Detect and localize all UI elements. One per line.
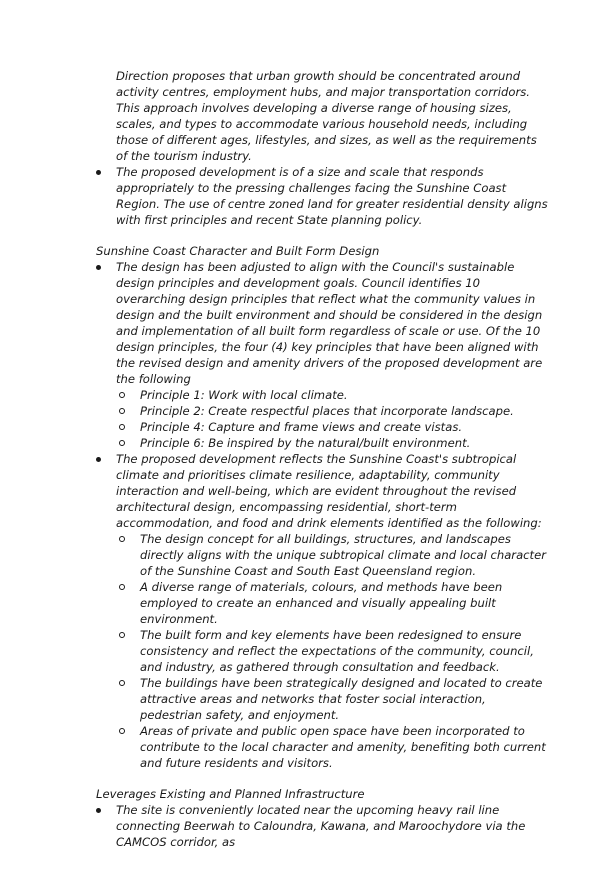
infrastructure-bullet-list (96, 802, 551, 850)
sub-list-item (116, 419, 551, 435)
sub-list-item-text: The buildings have been strategically designed and located to create attractive areas and networks that foster social interaction, pedestrian safety, and enjoyment. (140, 676, 543, 722)
section-heading-infrastructure: Leverages Existing and Planned Infrastructure (96, 787, 365, 801)
hollow-bullet-icon (119, 632, 125, 638)
sub-list-item (116, 435, 551, 451)
design-elements-sub-list (116, 531, 551, 771)
hollow-bullet-icon (119, 680, 125, 686)
bullet-icon (96, 808, 101, 813)
bullet-icon (96, 170, 101, 175)
sub-list-item-text: Areas of private and public open space have been incorporated to contribute to the local character and amenity, benefiting both current and future residents and visitors. (140, 724, 546, 770)
list-item (96, 451, 551, 771)
hollow-bullet-icon (119, 392, 125, 398)
sub-list-item-text: Principle 4: Capture and frame views and create vistas. (140, 420, 463, 434)
hollow-bullet-icon (119, 728, 125, 734)
character-bullet-list (96, 259, 551, 771)
principles-sub-list (116, 387, 551, 451)
bullet-icon (96, 457, 101, 462)
list-item-text: The proposed development is of a size and scale that responds appropriately to the pressing challenges facing the Sunshine Coast Region. The use of centre zoned land for greater residential density aligns with first principles and recent State planning policy. (116, 165, 548, 227)
list-item (96, 802, 551, 850)
sub-list-item (116, 675, 551, 723)
sub-list-item-text: A diverse range of materials, colours, and methods have been employed to create an enhanced and visually appealing built environment. (140, 580, 503, 626)
hollow-bullet-icon (119, 536, 125, 542)
hollow-bullet-icon (119, 440, 125, 446)
sub-list-item-text: Principle 6: Be inspired by the natural/built environment. (140, 436, 471, 450)
sub-list-item (116, 403, 551, 419)
bullet-icon (96, 265, 101, 270)
list-item (96, 164, 551, 228)
hollow-bullet-icon (119, 424, 125, 430)
sub-list-item (116, 387, 551, 403)
sub-list-item-text: The built form and key elements have been redesigned to ensure consistency and reflect the expectations of the community, council, and industry, as gathered through consultation and feedback. (140, 628, 534, 674)
sub-list-item (116, 723, 551, 771)
sub-list-item-text: The design concept for all buildings, structures, and landscapes directly aligns with the unique subtropical climate and local character of the Sunshine Coast and South East Queensland region. (140, 532, 546, 578)
section-heading-character-built-form: Sunshine Coast Character and Built Form Design (96, 244, 380, 258)
sub-list-item-text: Principle 2: Create respectful places that incorporate landscape. (140, 404, 514, 418)
list-item (96, 259, 551, 451)
sub-list-item (116, 627, 551, 675)
list-item-text: The site is conveniently located near the upcoming heavy rail line connecting Beerwah to Caloundra, Kawana, and Maroochydore via the CAMCOS corridor, as (116, 803, 526, 849)
sub-list-item (116, 531, 551, 579)
sub-list-item-text: Principle 1: Work with local climate. (140, 388, 348, 402)
list-item-text: The proposed development reflects the Sunshine Coast's subtropical climate and prioritises climate resilience, adaptability, community interaction and well-being, which are evident throughout the revised architectural design, encompassing residential, short-term accommodation, and food and drink elements identified as the following: (116, 452, 542, 530)
sub-list-item (116, 579, 551, 627)
list-item-text: The design has been adjusted to align with the Council's sustainable design principles and development goals. Council identifies 10 overarching design principles that reflect what the community values in design and the built environment and should be considered in the design and implementation of all built form regardless of scale or use. Of the 10 design principles, the four (4) key principles that have been aligned with the revised design and amenity drivers of the proposed development are the following (116, 260, 543, 386)
intro-bullet-list (96, 164, 551, 228)
intro-continuation-paragraph: Direction proposes that urban growth should be concentrated around activity centres, employment hubs, and major transportation corridors. This approach involves developing a diverse range of housing sizes, scales, and types to accommodate various household needs, including those of different ages, lifestyles, and sizes, as well as the requirements of the tourism industry. (116, 69, 537, 163)
hollow-bullet-icon (119, 408, 125, 414)
hollow-bullet-icon (119, 584, 125, 590)
